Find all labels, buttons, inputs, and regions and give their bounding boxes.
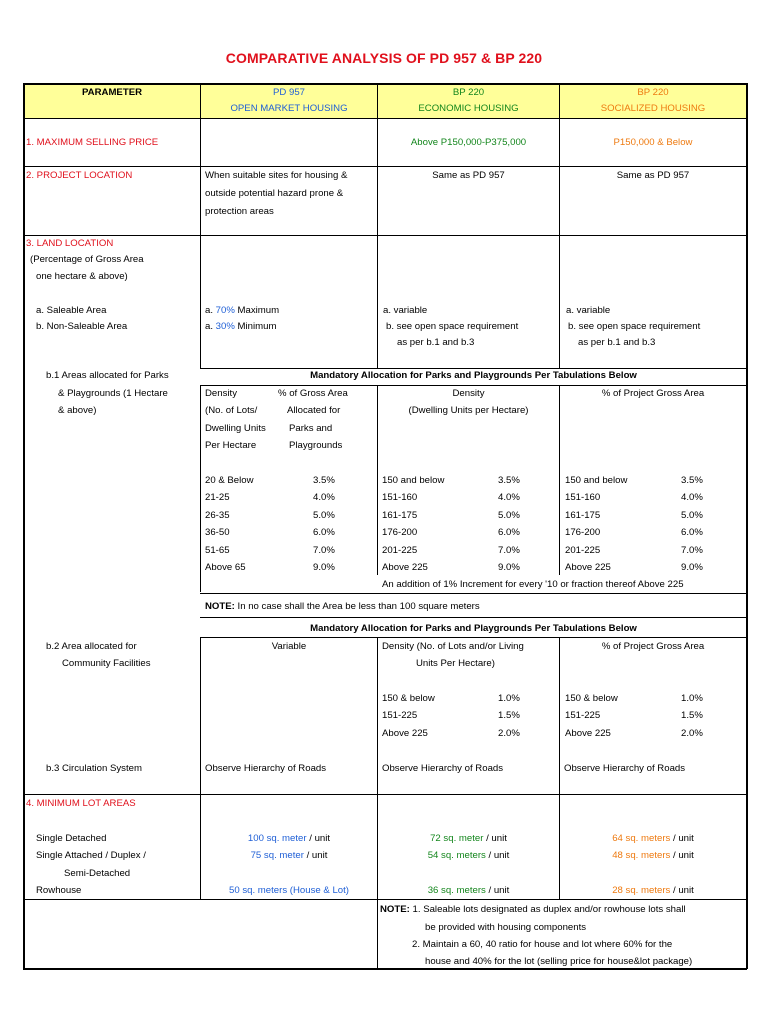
socialized-percent-cell: 7.0% — [681, 544, 703, 556]
economic-percent-cell: 3.5% — [498, 475, 520, 486]
community-economic-head-2: Units Per Hectare) — [416, 658, 495, 669]
parks-note-text: In no case shall the Area be less than 100 square meters — [234, 601, 480, 612]
socialized-density-cell: 176-200 — [565, 527, 601, 539]
economic-percent-cell: 4.0% — [498, 492, 520, 504]
parks-label-line3: & above) — [58, 405, 97, 416]
pd957-lot-area — [201, 830, 377, 848]
pd957-lot-area-unit: / unit — [306, 833, 331, 844]
socialized-land-line3: as per b.1 and b.3 — [578, 337, 656, 348]
pd957-percent-cell: 6.0% — [313, 527, 335, 539]
parks-note-label: NOTE: — [205, 601, 235, 612]
pd957-saleable-value — [205, 302, 279, 320]
pd957-saleable-prefix: a. — [205, 305, 216, 316]
pd957-density-cell: 36-50 — [205, 527, 230, 539]
pd957-saleable-suffix: Maximum — [234, 305, 280, 316]
col-divider-note — [377, 899, 378, 969]
community-economic-percent-cell: 1.5% — [498, 710, 520, 722]
table-border-right — [746, 83, 748, 969]
parks-label-line1: b.1 Areas allocated for Parks — [46, 370, 169, 381]
pd957-density-head-2: (No. of Lots/ — [205, 405, 258, 416]
community-socialized-percent-cell: 2.0% — [681, 727, 703, 739]
community-socialized-head: % of Project Gross Area — [601, 641, 705, 652]
economic-density-cell: 151-160 — [382, 492, 418, 504]
economic-density-head-2: (Dwelling Units per Hectare) — [408, 405, 529, 416]
row-line-note — [200, 617, 747, 618]
socialized-density-cell: 201-225 — [565, 544, 601, 556]
header-pd957-line2: OPEN MARKET HOUSING — [230, 103, 348, 114]
community-socialized-density-cell: 150 & below — [565, 693, 618, 704]
pd957-lot-area — [201, 847, 377, 865]
lot-type-single-detached: Single Detached — [36, 833, 107, 844]
pd957-pct-head-3: Parks and — [289, 423, 333, 434]
land-location-label: 3. LAND LOCATION — [26, 238, 114, 249]
parks-label-line2: & Playgrounds (1 Hectare — [58, 388, 168, 399]
socialized-percent-cell: 4.0% — [681, 492, 703, 504]
socialized-pct-head: % of Project Gross Area — [601, 388, 705, 399]
socialized-lot-area-value: 64 sq. meters — [612, 833, 671, 844]
economic-density-cell: 201-225 — [382, 544, 418, 556]
economic-land-line3: as per b.1 and b.3 — [397, 337, 475, 348]
pd957-density-cell: 51-65 — [205, 544, 230, 556]
project-location-pd957-line1: When suitable sites for housing & — [205, 170, 348, 181]
socialized-lot-area-value: 48 sq. meters — [612, 850, 671, 861]
economic-lot-area-value: 72 sq. meter — [430, 833, 484, 844]
socialized-lot-area-value: 28 sq. meters — [612, 885, 671, 896]
pd957-pct-head-4: Playgrounds — [289, 440, 343, 451]
economic-density-cell: Above 225 — [382, 562, 428, 573]
economic-lot-area — [378, 882, 559, 900]
community-economic-percent-cell: 1.0% — [498, 693, 520, 704]
socialized-percent-cell: 9.0% — [681, 562, 703, 573]
parks-note — [205, 598, 480, 616]
economic-land-line1: a. variable — [383, 305, 428, 316]
economic-land-line2: b. see open space requirement — [386, 321, 519, 332]
header-parameter: PARAMETER — [81, 87, 143, 98]
socialized-density-cell: 151-160 — [565, 492, 601, 504]
socialized-lot-area — [560, 882, 746, 900]
economic-lot-area-value: 54 sq. meters — [427, 850, 486, 861]
col-divider-1 — [200, 83, 201, 368]
land-location-sub2: one hectare & above) — [36, 271, 128, 282]
page-title: COMPARATIVE ANALYSIS OF PD 957 & BP 220 — [225, 50, 543, 66]
max-price-socialized: P150,000 & Below — [613, 137, 693, 148]
community-economic-head-1: Density (No. of Lots and/or Living — [382, 641, 524, 652]
community-label-line2: Community Facilities — [62, 658, 151, 669]
project-location-label: 2. PROJECT LOCATION — [26, 170, 133, 181]
header-socialized-line1: BP 220 — [637, 87, 669, 98]
economic-lot-area-unit: / unit — [483, 833, 507, 844]
community-economic-density-cell: Above 225 — [382, 727, 428, 739]
economic-density-cell: 161-175 — [382, 509, 418, 521]
pd957-lot-area — [201, 882, 377, 900]
economic-percent-cell: 6.0% — [498, 527, 520, 539]
socialized-lot-area-unit: / unit — [670, 833, 694, 844]
pd957-percent-cell: 9.0% — [313, 562, 335, 573]
pd957-percent-cell: 3.5% — [313, 475, 335, 486]
pd957-density-head-3: Dwelling Units — [205, 423, 266, 434]
header-economic-line1: BP 220 — [452, 87, 485, 98]
pd957-nonsaleable-percent: 30% — [215, 321, 235, 332]
community-label-line1: b.2 Area allocated for — [46, 641, 137, 652]
pd957-density-head-4: Per Hectare — [205, 440, 257, 451]
circulation-economic: Observe Hierarchy of Roads — [382, 763, 504, 774]
socialized-density-cell: 150 and below — [565, 475, 628, 486]
pd957-percent-cell: 4.0% — [313, 492, 335, 504]
row-line-header — [23, 118, 747, 119]
saleable-area-label: a. Saleable Area — [36, 305, 107, 316]
pd957-pct-head-2: Allocated for — [287, 405, 341, 416]
header-pd957-line1: PD 957 — [273, 87, 305, 98]
socialized-percent-cell: 6.0% — [681, 527, 703, 539]
circulation-pd957: Observe Hierarchy of Roads — [205, 763, 327, 774]
pd957-density-cell: Above 65 — [205, 562, 246, 573]
header-economic-line2: ECONOMIC HOUSING — [418, 103, 519, 114]
project-location-pd957-line2: outside potential hazard prone & — [205, 188, 344, 199]
max-price-economic: Above P150,000-P375,000 — [410, 137, 527, 148]
community-socialized-percent-cell: 1.5% — [681, 710, 703, 722]
col-divider-3b — [559, 385, 560, 575]
table-border-left — [23, 83, 25, 969]
nonsaleable-area-label: b. Non-Saleable Area — [36, 321, 128, 332]
economic-density-head-1: Density — [452, 388, 485, 399]
community-banner: Mandatory Allocation for Parks and Playgrounds Per Tabulations Below — [310, 623, 637, 634]
row-line-location — [23, 235, 747, 236]
community-socialized-density-cell: 151-225 — [565, 710, 601, 722]
col-divider-1b — [200, 385, 201, 592]
lot-type-semi-detached: Semi-Detached — [64, 868, 131, 879]
community-economic-percent-cell: 2.0% — [498, 727, 520, 739]
min-lot-note-label: NOTE: — [380, 904, 410, 915]
economic-lot-area-unit: / unit — [485, 850, 510, 861]
pd957-density-head-1: Density — [205, 388, 237, 399]
economic-percent-cell: 9.0% — [498, 562, 520, 573]
socialized-density-cell: Above 225 — [565, 562, 611, 573]
socialized-land-line2: b. see open space requirement — [568, 321, 701, 332]
min-lot-note-text-1: 1. Saleable lots designated as duplex and/or rowhouse lots shall — [412, 904, 686, 915]
min-lot-note-line4: house and 40% for the lot (selling price for house&lot package) — [425, 956, 693, 967]
pd957-lot-area-value: 50 sq. meters (House & Lot) — [229, 885, 349, 896]
pd957-saleable-percent: 70% — [215, 305, 235, 316]
project-location-pd957-line3: protection areas — [205, 206, 274, 217]
pd957-pct-head-1: % of Gross Area — [278, 388, 348, 399]
community-pd957: Variable — [271, 641, 307, 652]
min-lot-note-line3: 2. Maintain a 60, 40 ratio for house and lot where 60% for the — [412, 939, 673, 950]
socialized-lot-area-unit: / unit — [670, 850, 694, 861]
pd957-percent-cell: 7.0% — [313, 544, 335, 556]
economic-percent-cell: 5.0% — [498, 509, 520, 521]
max-price-label: 1. MAXIMUM SELLING PRICE — [26, 137, 159, 148]
pd957-nonsaleable-prefix: a. — [205, 321, 216, 332]
circulation-socialized: Observe Hierarchy of Roads — [564, 763, 686, 774]
economic-lot-area — [378, 847, 559, 865]
parks-banner: Mandatory Allocation for Parks and Playgrounds Per Tabulations Below — [310, 370, 637, 381]
economic-percent-cell: 7.0% — [498, 544, 520, 556]
socialized-lot-area — [560, 847, 746, 865]
min-lot-note-line2: be provided with housing components — [425, 922, 587, 933]
pd957-lot-area-value: 75 sq. meter — [250, 850, 304, 861]
economic-density-cell: 150 and below — [382, 475, 445, 486]
pd957-density-cell: 20 & Below — [205, 475, 254, 486]
community-socialized-density-cell: Above 225 — [565, 727, 611, 739]
economic-lot-area-unit: / unit — [485, 885, 510, 896]
pd957-lot-area-value: 100 sq. meter — [247, 833, 307, 844]
increment-note: An addition of 1% Increment for every '10 or fraction thereof Above 225 — [382, 579, 684, 590]
land-location-sub1: (Percentage of Gross Area — [30, 254, 144, 265]
circulation-label: b.3 Circulation System — [46, 763, 142, 774]
pd957-density-cell: 26-35 — [205, 509, 230, 521]
community-economic-density-cell: 150 & below — [382, 693, 435, 704]
socialized-land-line1: a. variable — [566, 305, 611, 316]
col-divider-2 — [377, 83, 378, 368]
socialized-percent-cell: 3.5% — [681, 475, 703, 486]
min-lot-label: 4. MINIMUM LOT AREAS — [26, 798, 136, 809]
header-socialized-line2: SOCIALIZED HOUSING — [600, 103, 706, 114]
socialized-density-cell: 161-175 — [565, 509, 601, 521]
lot-type-rowhouse: Rowhouse — [36, 885, 82, 896]
economic-lot-area — [378, 830, 559, 848]
socialized-lot-area — [560, 830, 746, 848]
lot-type-single-attached: Single Attached / Duplex / — [36, 850, 146, 861]
economic-density-cell: 176-200 — [382, 527, 418, 539]
project-location-economic: Same as PD 957 — [432, 170, 505, 181]
pd957-nonsaleable-value — [205, 318, 276, 336]
community-economic-density-cell: 151-225 — [382, 710, 418, 722]
pd957-percent-cell: 5.0% — [313, 509, 335, 521]
community-socialized-percent-cell: 1.0% — [681, 693, 703, 704]
pd957-density-cell: 21-25 — [205, 492, 230, 504]
socialized-lot-area-unit: / unit — [670, 885, 694, 896]
project-location-socialized: Same as PD 957 — [616, 170, 690, 181]
col-divider-3 — [559, 83, 560, 368]
min-lot-note-line1 — [380, 901, 686, 919]
economic-lot-area-value: 36 sq. meters — [427, 885, 486, 896]
socialized-percent-cell: 5.0% — [681, 509, 703, 521]
pd957-lot-area-unit: / unit — [303, 850, 328, 861]
pd957-nonsaleable-suffix: Minimum — [234, 321, 277, 332]
